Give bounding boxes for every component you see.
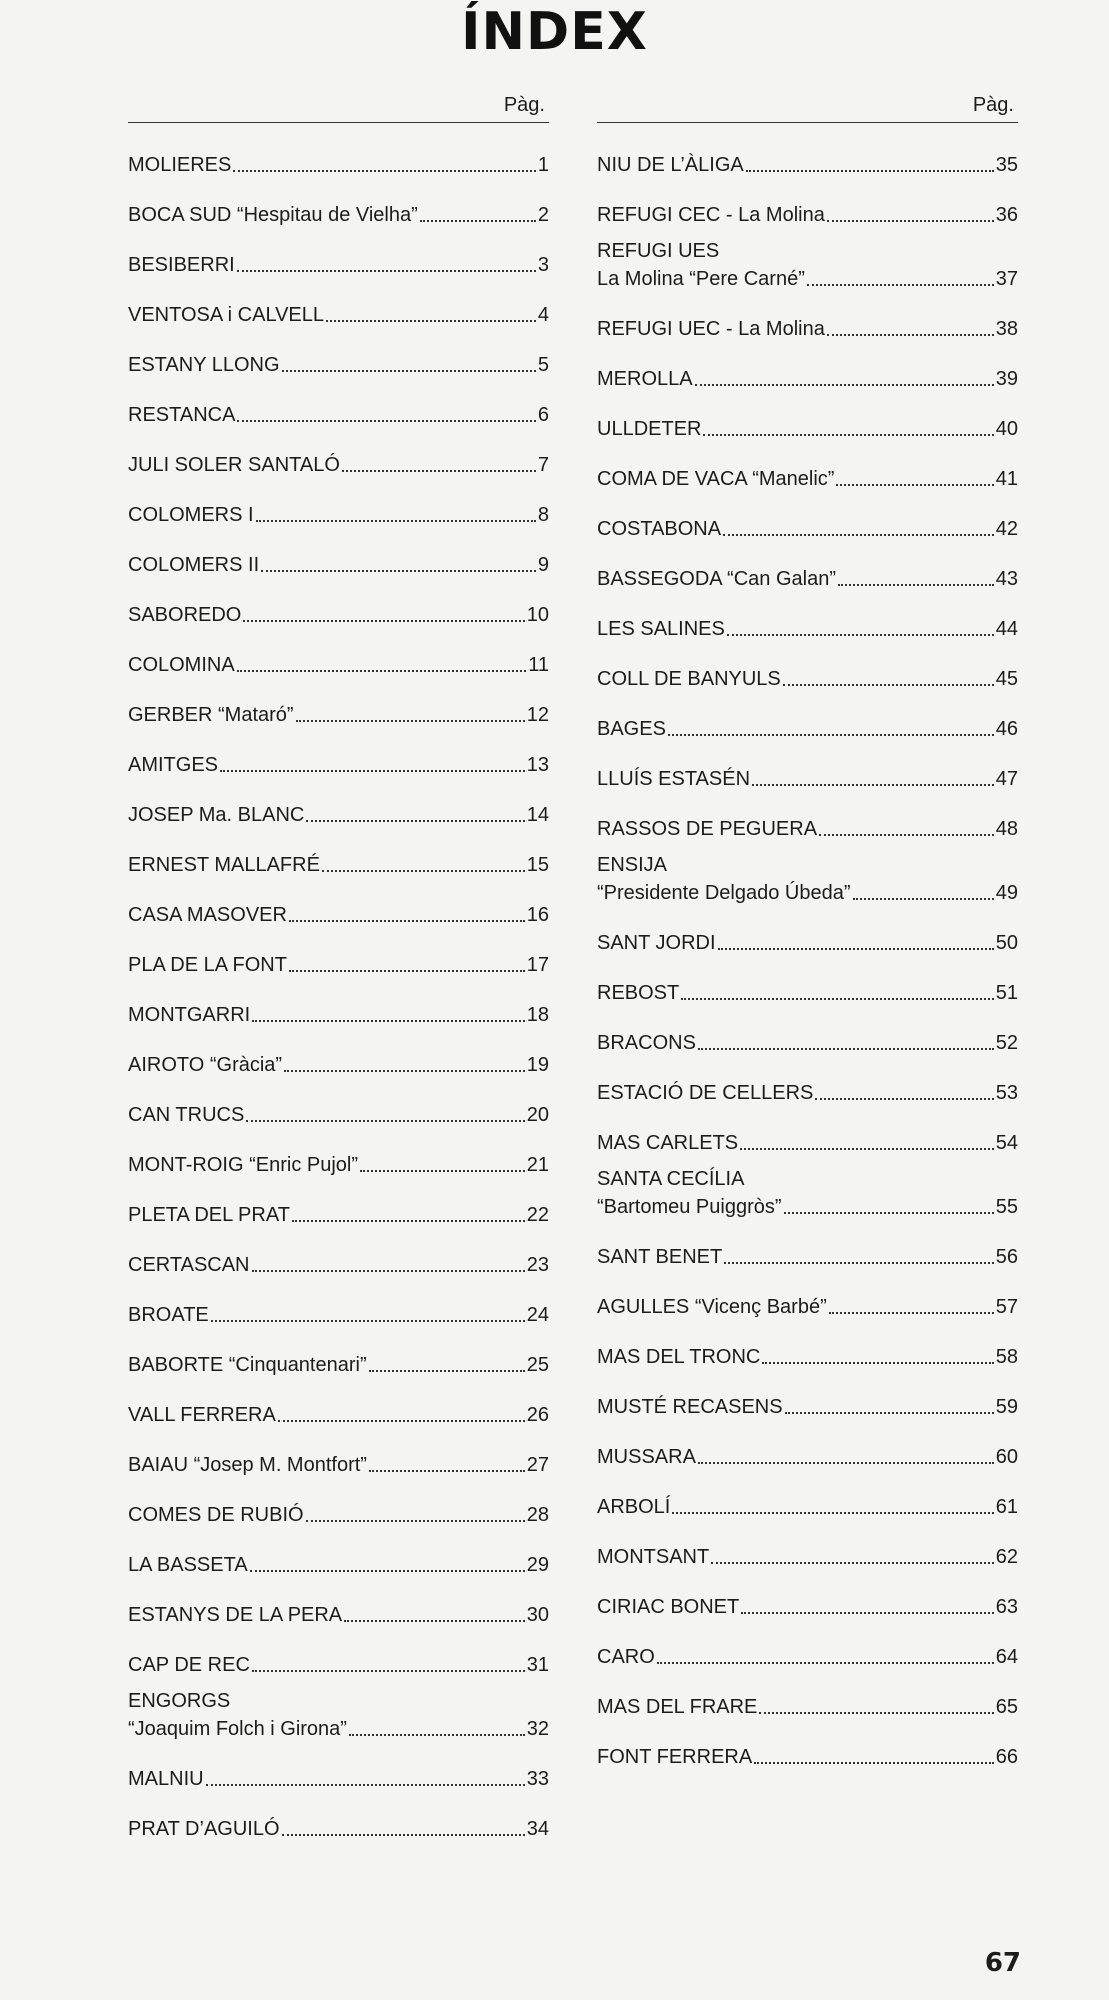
entry-page: 54 xyxy=(995,1132,1018,1154)
entry-name: JULI SOLER SANTALÓ xyxy=(128,454,340,476)
dot-leader xyxy=(718,948,994,950)
entry-name: MAS DEL TRONC xyxy=(597,1346,761,1368)
entry-second-line xyxy=(597,265,1018,293)
entry-name: REFUGI CEC - La Molina xyxy=(597,204,825,226)
index-entry xyxy=(597,653,1018,703)
entry-page: 47 xyxy=(995,768,1018,790)
index-entry xyxy=(597,1231,1018,1281)
entry-page: 31 xyxy=(526,1654,549,1676)
index-entry xyxy=(597,1167,1018,1231)
entry-name: COMA DE VACA “Manelic” xyxy=(597,468,835,490)
index-entry xyxy=(597,1481,1018,1531)
entry-name: REBOST xyxy=(597,982,680,1004)
entry-page: 24 xyxy=(526,1304,549,1326)
dot-leader xyxy=(741,1612,994,1614)
dot-leader xyxy=(211,1320,525,1322)
dot-leader xyxy=(698,1048,994,1050)
entry-page: 12 xyxy=(526,704,549,726)
dot-leader xyxy=(668,734,994,736)
entry-name: JOSEP Ma. BLANC xyxy=(128,804,305,826)
entry-page: 14 xyxy=(526,804,549,826)
index-entry xyxy=(597,553,1018,603)
index-entry xyxy=(128,239,549,289)
entry-name: REFUGI UES xyxy=(597,240,720,262)
index-entry xyxy=(597,189,1018,239)
index-entries-left xyxy=(128,139,549,1853)
entry-page: 58 xyxy=(995,1346,1018,1368)
entry-subtitle: “Joaquim Folch i Girona” xyxy=(128,1718,347,1740)
entry-page: 46 xyxy=(995,718,1018,740)
entry-name: BASSEGODA “Can Galan” xyxy=(597,568,836,590)
index-entry xyxy=(128,1139,549,1189)
entry-page: 8 xyxy=(537,504,549,526)
entry-page: 57 xyxy=(995,1296,1018,1318)
entry-name: LLUÍS ESTASÉN xyxy=(597,768,751,790)
entry-name: AGULLES “Vicenç Barbé” xyxy=(597,1296,827,1318)
index-column-left xyxy=(128,88,549,1853)
index-entry xyxy=(128,189,549,239)
entry-name: BOCA SUD “Hespitau de Vielha” xyxy=(128,204,418,226)
page-column-header: Pàg. xyxy=(503,94,545,116)
entry-page: 34 xyxy=(526,1818,549,1840)
entry-name: ARBOLÍ xyxy=(597,1496,671,1518)
index-entry xyxy=(128,689,549,739)
dot-leader xyxy=(754,1762,994,1764)
entry-name: CASA MASOVER xyxy=(128,904,287,926)
entry-page: 45 xyxy=(995,668,1018,690)
entry-name: BESIBERRI xyxy=(128,254,235,276)
entry-name: COLL DE BANYULS xyxy=(597,668,781,690)
entry-name: COLOMERS I xyxy=(128,504,254,526)
dot-leader xyxy=(657,1662,994,1664)
index-column-right xyxy=(597,88,1018,1781)
index-entry xyxy=(597,967,1018,1017)
dot-leader xyxy=(838,584,994,586)
index-entry xyxy=(597,1731,1018,1781)
dot-leader xyxy=(349,1734,525,1736)
dot-leader xyxy=(284,1070,525,1072)
entry-page: 63 xyxy=(995,1596,1018,1618)
entry-name: COMES DE RUBIÓ xyxy=(128,1504,304,1526)
index-entry xyxy=(597,303,1018,353)
entry-name: LES SALINES xyxy=(597,618,725,640)
dot-leader xyxy=(342,470,536,472)
entry-page: 19 xyxy=(526,1054,549,1076)
entry-name: BRACONS xyxy=(597,1032,696,1054)
entry-page: 65 xyxy=(995,1696,1018,1718)
index-entry xyxy=(597,753,1018,803)
dot-leader xyxy=(360,1170,525,1172)
index-entry xyxy=(128,889,549,939)
dot-leader xyxy=(703,434,993,436)
entry-name: ERNEST MALLAFRÉ xyxy=(128,854,320,876)
dot-leader xyxy=(853,898,994,900)
entry-second-line xyxy=(128,1715,549,1743)
entry-text-block xyxy=(597,1165,1018,1221)
dot-leader xyxy=(727,634,994,636)
index-entry xyxy=(128,1039,549,1089)
entry-name: SANT JORDI xyxy=(597,932,716,954)
entry-page: 52 xyxy=(995,1032,1018,1054)
entry-name: LA BASSETA xyxy=(128,1554,248,1576)
entry-page: 23 xyxy=(526,1254,549,1276)
dot-leader xyxy=(306,1520,525,1522)
entry-name: BAGES xyxy=(597,718,666,740)
entry-page: 39 xyxy=(995,368,1018,390)
dot-leader xyxy=(252,1670,525,1672)
dot-leader xyxy=(672,1512,993,1514)
entry-name: MUSSARA xyxy=(597,1446,696,1468)
entry-page: 30 xyxy=(526,1604,549,1626)
entry-name: BABORTE “Cinquantenari” xyxy=(128,1354,367,1376)
entry-name: SABOREDO xyxy=(128,604,242,626)
dot-leader xyxy=(836,484,993,486)
index-entry xyxy=(128,1389,549,1439)
dot-leader xyxy=(261,570,536,572)
entry-page: 50 xyxy=(995,932,1018,954)
entry-name: MAS CARLETS xyxy=(597,1132,739,1154)
index-entry xyxy=(128,1589,549,1639)
index-entries-right xyxy=(597,139,1018,1781)
entry-name: ENGORGS xyxy=(128,1690,231,1712)
entry-page: 55 xyxy=(995,1196,1018,1218)
dot-leader xyxy=(306,820,524,822)
dot-leader xyxy=(278,1420,525,1422)
entry-page: 3 xyxy=(537,254,549,276)
dot-leader xyxy=(746,170,994,172)
dot-leader xyxy=(827,220,994,222)
dot-leader xyxy=(344,1620,525,1622)
index-entry xyxy=(128,139,549,189)
entry-name: ESTACIÓ DE CELLERS xyxy=(597,1082,814,1104)
index-entry xyxy=(128,1439,549,1489)
entry-name: MONTGARRI xyxy=(128,1004,251,1026)
entry-name: MUSTÉ RECASENS xyxy=(597,1396,783,1418)
index-entry xyxy=(597,1017,1018,1067)
entry-page: 64 xyxy=(995,1646,1018,1668)
entry-name: RESTANCA xyxy=(128,404,236,426)
dot-leader xyxy=(237,420,535,422)
entry-page: 36 xyxy=(995,204,1018,226)
header-rule xyxy=(597,122,1018,123)
index-entry xyxy=(597,1281,1018,1331)
dot-leader xyxy=(246,1120,524,1122)
dot-leader xyxy=(724,1262,994,1264)
index-entry xyxy=(128,789,549,839)
dot-leader xyxy=(206,1784,525,1786)
entry-page: 25 xyxy=(526,1354,549,1376)
page-number: 67 xyxy=(984,1948,1021,1978)
dot-leader xyxy=(819,834,994,836)
entry-page: 2 xyxy=(537,204,549,226)
index-entry xyxy=(128,639,549,689)
entry-page: 17 xyxy=(526,954,549,976)
header-rule xyxy=(128,122,549,123)
entry-text-block xyxy=(597,851,1018,907)
index-entry xyxy=(128,1753,549,1803)
dot-leader xyxy=(681,998,994,1000)
index-entry xyxy=(128,339,549,389)
index-entry xyxy=(128,589,549,639)
index-entry xyxy=(128,1539,549,1589)
index-entry xyxy=(597,139,1018,189)
dot-leader xyxy=(815,1098,993,1100)
entry-second-line xyxy=(597,1193,1018,1221)
dot-leader xyxy=(243,620,524,622)
index-entry xyxy=(597,1117,1018,1167)
index-entry xyxy=(597,1431,1018,1481)
entry-page: 51 xyxy=(995,982,1018,1004)
index-entry xyxy=(128,289,549,339)
index-entry xyxy=(597,1681,1018,1731)
dot-leader xyxy=(723,534,994,536)
entry-page: 43 xyxy=(995,568,1018,590)
entry-subtitle: La Molina “Pere Carné” xyxy=(597,268,805,290)
entry-page: 49 xyxy=(995,882,1018,904)
entry-text-block xyxy=(128,1687,549,1743)
entry-name: MEROLLA xyxy=(597,368,693,390)
index-entry xyxy=(597,703,1018,753)
entry-name: PLETA DEL PRAT xyxy=(128,1204,290,1226)
entry-page: 15 xyxy=(526,854,549,876)
dot-leader xyxy=(282,370,536,372)
entry-page: 61 xyxy=(995,1496,1018,1518)
dot-leader xyxy=(369,1370,525,1372)
entry-name: CAN TRUCS xyxy=(128,1104,245,1126)
entry-name: CARO xyxy=(597,1646,655,1668)
entry-page: 18 xyxy=(526,1004,549,1026)
entry-page: 13 xyxy=(526,754,549,776)
entry-page: 60 xyxy=(995,1446,1018,1468)
dot-leader xyxy=(762,1362,993,1364)
dot-leader xyxy=(759,1712,993,1714)
entry-page: 59 xyxy=(995,1396,1018,1418)
entry-page: 5 xyxy=(537,354,549,376)
index-entry xyxy=(128,1339,549,1389)
index-entry xyxy=(597,453,1018,503)
index-entry xyxy=(128,1089,549,1139)
entry-name: CERTASCAN xyxy=(128,1254,250,1276)
index-entry xyxy=(128,1289,549,1339)
index-entry xyxy=(597,403,1018,453)
index-entry xyxy=(597,239,1018,303)
entry-text-block xyxy=(597,237,1018,293)
dot-leader xyxy=(289,970,525,972)
entry-name: NIU DE L’ÀLIGA xyxy=(597,154,744,176)
entry-name: FONT FERRERA xyxy=(597,1746,753,1768)
entry-name: COLOMERS II xyxy=(128,554,260,576)
entry-page: 11 xyxy=(528,654,549,676)
entry-name: ULLDETER xyxy=(597,418,702,440)
entry-name: GERBER “Mataró” xyxy=(128,704,294,726)
index-entry xyxy=(597,353,1018,403)
dot-leader xyxy=(292,1220,525,1222)
entry-page: 10 xyxy=(526,604,549,626)
entry-name: MONTSANT xyxy=(597,1546,710,1568)
dot-leader xyxy=(420,220,536,222)
entry-page: 29 xyxy=(526,1554,549,1576)
index-entry xyxy=(128,489,549,539)
entry-page: 66 xyxy=(995,1746,1018,1768)
dot-leader xyxy=(695,384,994,386)
dot-leader xyxy=(369,1470,525,1472)
entry-name: RASSOS DE PEGUERA xyxy=(597,818,818,840)
dot-leader xyxy=(220,770,525,772)
index-entry xyxy=(597,1631,1018,1681)
index-entry xyxy=(597,1067,1018,1117)
entry-second-line xyxy=(597,879,1018,907)
entry-name: SANT BENET xyxy=(597,1246,723,1268)
index-entry xyxy=(128,1689,549,1753)
index-entry xyxy=(597,917,1018,967)
entry-name: AIROTO “Gràcia” xyxy=(128,1054,283,1076)
entry-page: 53 xyxy=(995,1082,1018,1104)
entry-name: CAP DE REC xyxy=(128,1654,250,1676)
index-entry xyxy=(128,1803,549,1853)
dot-leader xyxy=(289,920,525,922)
entry-page: 21 xyxy=(526,1154,549,1176)
entry-page: 40 xyxy=(995,418,1018,440)
dot-leader xyxy=(752,784,994,786)
index-entry xyxy=(597,603,1018,653)
index-entry xyxy=(128,989,549,1039)
index-entry xyxy=(597,1581,1018,1631)
index-entry xyxy=(597,1531,1018,1581)
index-entry xyxy=(128,739,549,789)
entry-name: MONT-ROIG “Enric Pujol” xyxy=(128,1154,359,1176)
entry-name: MOLIERES xyxy=(128,154,232,176)
index-title: ÍNDEX xyxy=(461,2,648,62)
entry-page: 26 xyxy=(526,1404,549,1426)
page-column-header: Pàg. xyxy=(972,94,1014,116)
entry-page: 7 xyxy=(537,454,549,476)
index-entry xyxy=(128,1489,549,1539)
index-entry xyxy=(128,939,549,989)
dot-leader xyxy=(827,334,994,336)
entry-name: VALL FERRERA xyxy=(128,1404,276,1426)
index-entry xyxy=(128,1239,549,1289)
dot-leader xyxy=(252,1270,525,1272)
entry-name: SANTA CECÍLIA xyxy=(597,1168,745,1190)
entry-name: PRAT D’AGUILÓ xyxy=(128,1818,280,1840)
entry-name: ENSIJA xyxy=(597,854,668,876)
entry-page: 4 xyxy=(537,304,549,326)
entry-name: BROATE xyxy=(128,1304,209,1326)
index-entry xyxy=(128,1189,549,1239)
index-entry xyxy=(128,389,549,439)
index-entry xyxy=(128,839,549,889)
index-entry xyxy=(597,503,1018,553)
dot-leader xyxy=(829,1312,994,1314)
entry-name: AMITGES xyxy=(128,754,219,776)
index-entry xyxy=(597,853,1018,917)
entry-page: 37 xyxy=(995,268,1018,290)
entry-page: 27 xyxy=(526,1454,549,1476)
dot-leader xyxy=(785,1412,994,1414)
entry-name: COSTABONA xyxy=(597,518,722,540)
entry-name: MAS DEL FRARE xyxy=(597,1696,758,1718)
entry-page: 16 xyxy=(526,904,549,926)
entry-page: 6 xyxy=(537,404,549,426)
dot-leader xyxy=(326,320,536,322)
entry-page: 20 xyxy=(526,1104,549,1126)
entry-page: 32 xyxy=(526,1718,549,1740)
entry-page: 28 xyxy=(526,1504,549,1526)
index-entry xyxy=(597,1381,1018,1431)
entry-page: 41 xyxy=(995,468,1018,490)
entry-page: 56 xyxy=(995,1246,1018,1268)
dot-leader xyxy=(296,720,525,722)
dot-leader xyxy=(711,1562,994,1564)
entry-name: PLA DE LA FONT xyxy=(128,954,287,976)
dot-leader xyxy=(784,1212,994,1214)
entry-page: 33 xyxy=(526,1768,549,1790)
index-entry xyxy=(128,1639,549,1689)
entry-page: 44 xyxy=(995,618,1018,640)
dot-leader xyxy=(237,270,536,272)
dot-leader xyxy=(237,670,527,672)
entry-name: VENTOSA i CALVELL xyxy=(128,304,325,326)
entry-name: REFUGI UEC - La Molina xyxy=(597,318,825,340)
entry-subtitle: “Bartomeu Puiggròs” xyxy=(597,1196,782,1218)
dot-leader xyxy=(282,1834,525,1836)
entry-page: 1 xyxy=(537,154,549,176)
entry-page: 38 xyxy=(995,318,1018,340)
entry-name: CIRIAC BONET xyxy=(597,1596,740,1618)
dot-leader xyxy=(740,1148,994,1150)
dot-leader xyxy=(233,170,536,172)
entry-name: ESTANY LLONG xyxy=(128,354,280,376)
entry-name: ESTANYS DE LA PERA xyxy=(128,1604,343,1626)
entry-name: MALNIU xyxy=(128,1768,204,1790)
dot-leader xyxy=(250,1570,525,1572)
index-entry xyxy=(128,539,549,589)
entry-page: 22 xyxy=(526,1204,549,1226)
entry-name: COLOMINA xyxy=(128,654,235,676)
entry-subtitle: “Presidente Delgado Úbeda” xyxy=(597,882,851,904)
index-entry xyxy=(128,439,549,489)
entry-page: 35 xyxy=(995,154,1018,176)
entry-page: 9 xyxy=(537,554,549,576)
entry-page: 42 xyxy=(995,518,1018,540)
dot-leader xyxy=(252,1020,525,1022)
entry-name: BAIAU “Josep M. Montfort” xyxy=(128,1454,367,1476)
index-entry xyxy=(597,1331,1018,1381)
dot-leader xyxy=(256,520,536,522)
dot-leader xyxy=(698,1462,994,1464)
dot-leader xyxy=(783,684,994,686)
dot-leader xyxy=(807,284,994,286)
index-entry xyxy=(597,803,1018,853)
dot-leader xyxy=(322,870,525,872)
entry-page: 62 xyxy=(995,1546,1018,1568)
entry-page: 48 xyxy=(995,818,1018,840)
